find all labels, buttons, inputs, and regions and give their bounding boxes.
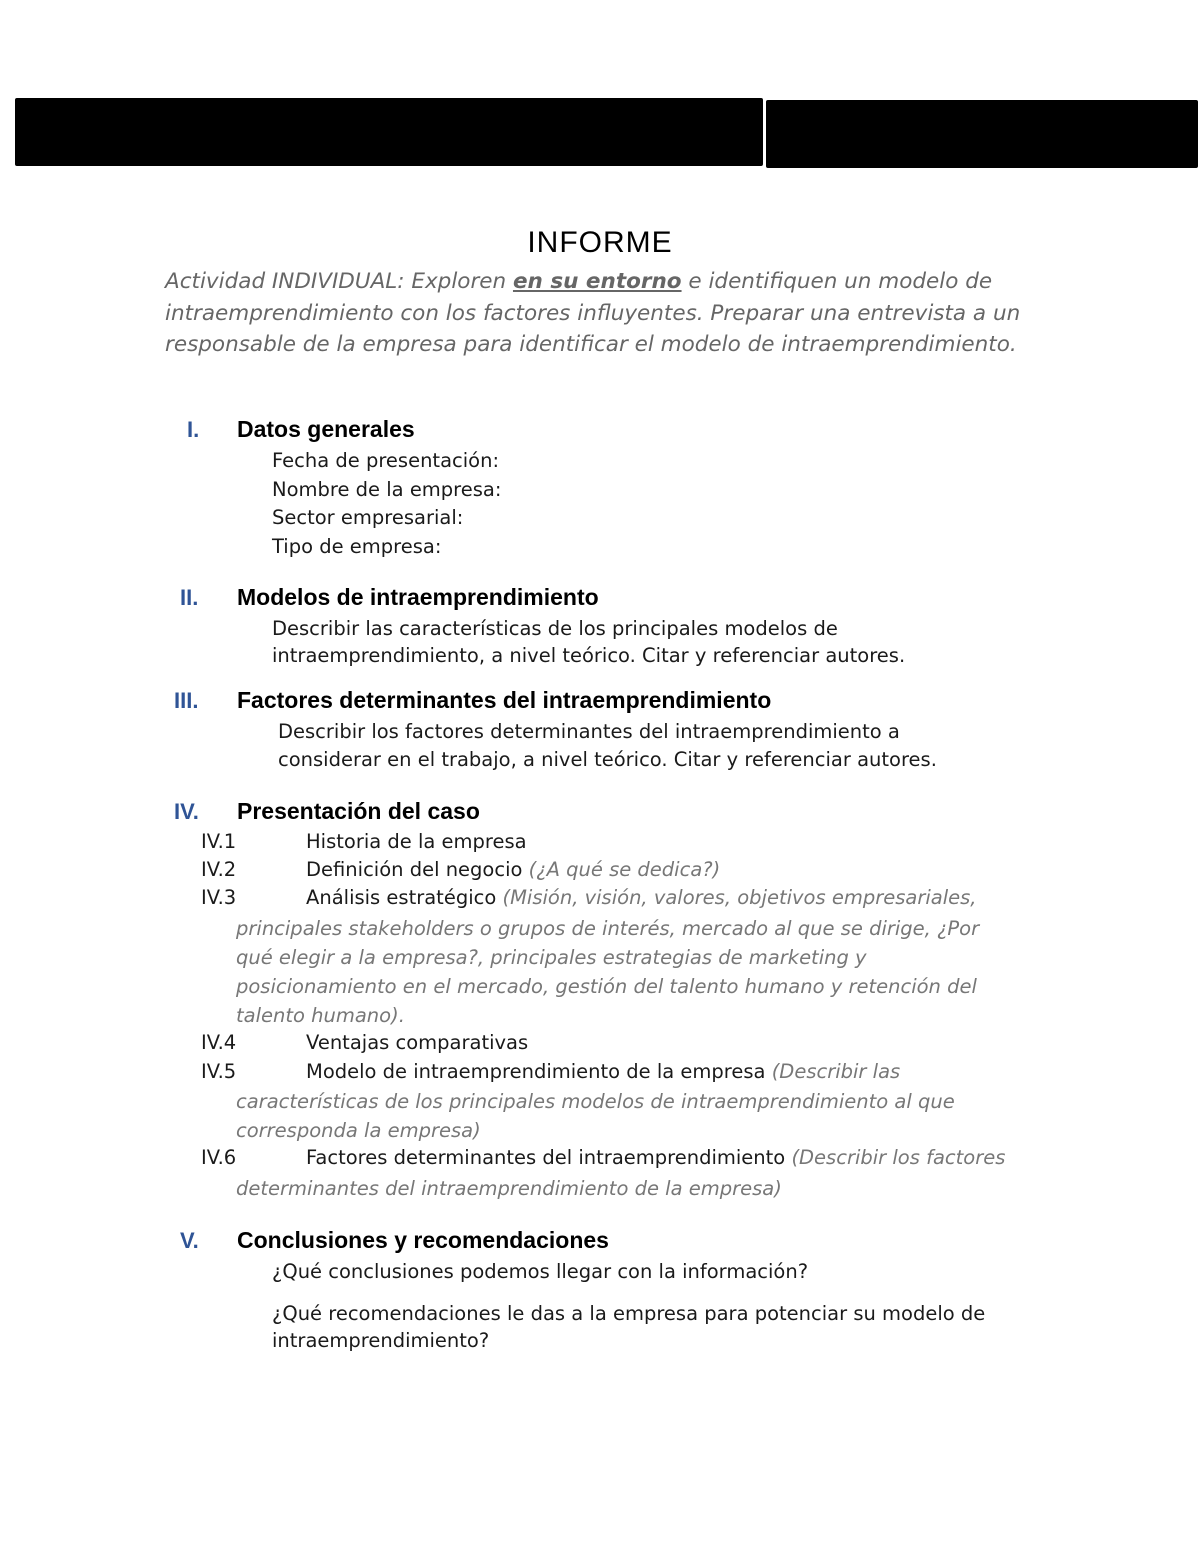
header-bar-left bbox=[15, 98, 763, 166]
note-line: qué elegir a la empresa?, principales estrategias de marketing y bbox=[236, 946, 867, 969]
section-line: Sector empresarial: bbox=[272, 506, 464, 529]
subsection-note: (Describir las bbox=[771, 1060, 901, 1083]
section-number: III. bbox=[174, 688, 199, 713]
subsection-title-text: Historia de la empresa bbox=[306, 830, 527, 853]
section-number: IV. bbox=[174, 799, 199, 824]
section-line: ¿Qué conclusiones podemos llegar con la información? bbox=[272, 1260, 809, 1283]
intro-emphasis: en su entorno bbox=[512, 269, 682, 294]
note-line: principales stakeholders o grupos de interés, mercado al que se dirige, ¿Por bbox=[236, 917, 980, 940]
subsection-title bbox=[306, 1031, 528, 1054]
section-heading: Datos generales bbox=[237, 416, 415, 442]
subsection-number: IV.3 bbox=[201, 886, 237, 909]
subsection-title bbox=[306, 1146, 1005, 1169]
subsection-note-continued bbox=[236, 1174, 1096, 1203]
subsection-note: (Misión, visión, valores, objetivos empresariales, bbox=[502, 886, 977, 909]
subsection-title bbox=[306, 830, 527, 853]
subsection-title-text: Definición del negocio bbox=[306, 858, 523, 881]
section-line: Describir los factores determinantes del intraemprendimiento a bbox=[278, 720, 900, 743]
subsection-note: (¿A qué se dedica?) bbox=[528, 858, 721, 881]
subsection-note-continued bbox=[236, 914, 1096, 1030]
section-line: Fecha de presentación: bbox=[272, 449, 500, 472]
section-heading: Conclusiones y recomendaciones bbox=[237, 1227, 609, 1253]
note-line: posicionamiento en el mercado, gestión del talento humano y retención del bbox=[236, 975, 977, 998]
subsection-number: IV.2 bbox=[201, 858, 237, 881]
subsection-title-text: Factores determinantes del intraemprendimiento bbox=[306, 1146, 786, 1169]
subsection-number: IV.5 bbox=[201, 1060, 237, 1083]
section-number: II. bbox=[180, 585, 199, 610]
intro-suffix: e identifiquen un modelo de intraemprendimiento con los factores influyentes. Preparar una entrevista a un responsable de la empresa para identificar el modelo de intraemprendimiento. bbox=[165, 269, 1021, 357]
section-number: V. bbox=[180, 1228, 199, 1253]
subsection-number: IV.1 bbox=[201, 830, 237, 853]
subsection-title bbox=[306, 1060, 900, 1083]
section-line: intraemprendimiento? bbox=[272, 1329, 490, 1352]
intro-prefix: Actividad INDIVIDUAL: Exploren bbox=[165, 269, 513, 294]
section-heading: Factores determinantes del intraemprendimiento bbox=[237, 687, 772, 713]
section-heading: Modelos de intraemprendimiento bbox=[237, 584, 599, 610]
section-line: Tipo de empresa: bbox=[272, 535, 442, 558]
note-line: características de los principales modelos de intraemprendimiento al que bbox=[236, 1090, 955, 1113]
note-line: corresponda la empresa) bbox=[236, 1119, 481, 1142]
note-line: determinantes del intraemprendimiento de la empresa) bbox=[236, 1177, 782, 1200]
section-line: ¿Qué recomendaciones le das a la empresa para potenciar su modelo de bbox=[272, 1302, 986, 1325]
section-line: Describir las características de los principales modelos de bbox=[272, 617, 838, 640]
document-title: INFORME bbox=[527, 226, 673, 259]
note-line: talento humano). bbox=[236, 1004, 405, 1027]
section-line: Nombre de la empresa: bbox=[272, 478, 502, 501]
subsection-title-text: Análisis estratégico bbox=[306, 886, 497, 909]
subsection-number: IV.4 bbox=[201, 1031, 237, 1054]
subsection-note: (Describir los factores bbox=[791, 1146, 1006, 1169]
subsection-title bbox=[306, 858, 720, 881]
subsection-title-text: Ventajas comparativas bbox=[306, 1031, 529, 1054]
activity-instructions bbox=[165, 266, 1105, 361]
header-bar-right bbox=[766, 100, 1198, 168]
section-line: intraemprendimiento, a nivel teórico. Citar y referenciar autores. bbox=[272, 644, 906, 667]
subsection-number: IV.6 bbox=[201, 1146, 237, 1169]
subsection-note-continued bbox=[236, 1087, 1096, 1145]
section-heading: Presentación del caso bbox=[237, 798, 480, 824]
section-line: considerar en el trabajo, a nivel teórico. Citar y referenciar autores. bbox=[278, 748, 937, 771]
subsection-title-text: Modelo de intraemprendimiento de la empresa bbox=[306, 1060, 766, 1083]
section-number: I. bbox=[187, 417, 200, 442]
subsection-title bbox=[306, 886, 977, 909]
